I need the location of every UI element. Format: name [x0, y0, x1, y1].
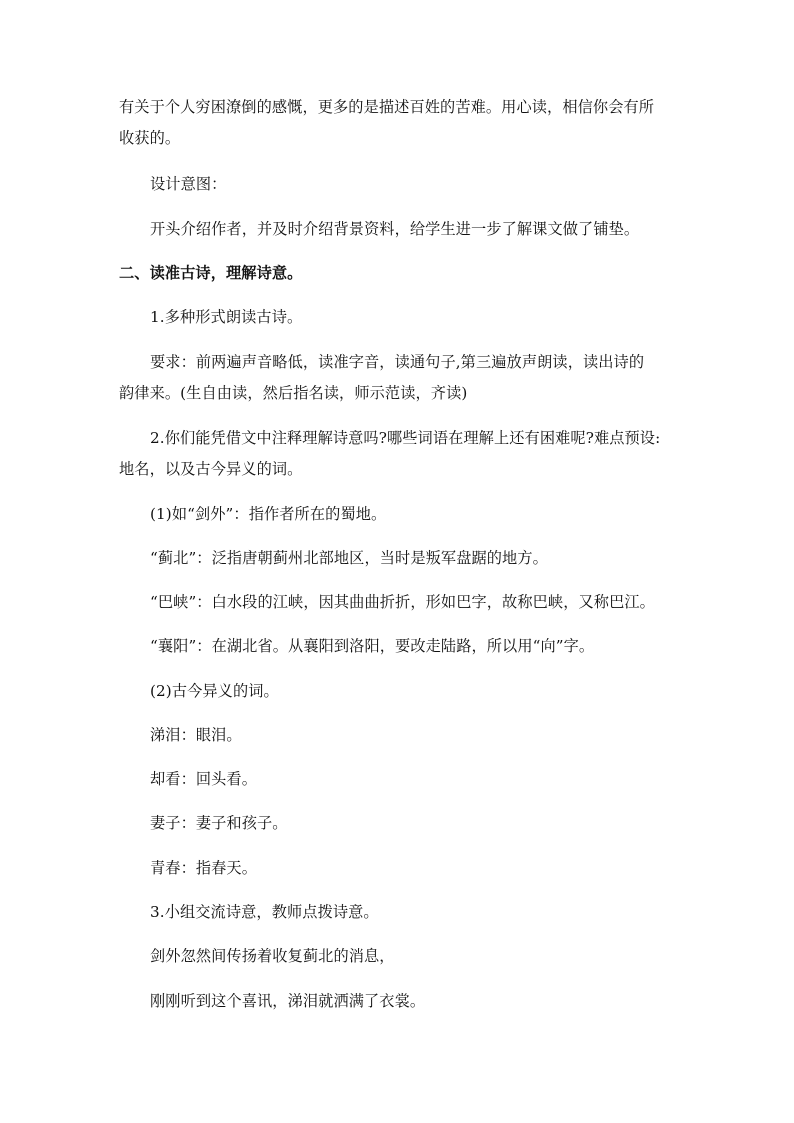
step-2-line-2: 地名，以及古今异义的词。 [119, 460, 303, 478]
paragraph-intro-line-1: 有关于个人穷困潦倒的感慨，更多的是描述百姓的苦难。用心读，相信你会有所 [119, 98, 655, 116]
poem-meaning-line-2: 刚刚听到这个喜讯，涕泪就洒满了衣裳。 [150, 992, 426, 1010]
word-qizi: 妻子：妻子和孩子。 [150, 814, 288, 832]
word-qingchun: 青春：指春天。 [150, 859, 258, 877]
design-intent-heading: 设计意图： [150, 175, 227, 193]
note-baxia: “巴峡”：白水段的江峡，因其曲曲折折，形如巴字，故称巴峡，又称巴江。 [150, 593, 655, 611]
note-xiangyang: “襄阳”：在湖北省。从襄阳到洛阳，要改走陆路，所以用“向”字。 [150, 637, 595, 655]
section-heading-2: 二、读准古诗，理解诗意。 [119, 264, 303, 282]
subheading-ancient-modern: (2)古今异义的词。 [150, 682, 279, 700]
paragraph-intro-line-2: 收获的。 [119, 129, 181, 147]
word-quekan: 却看：回头看。 [150, 770, 258, 788]
requirement-line-1: 要求：前两遍声音略低，读准字音，读通句子,第三遍放声朗读，读出诗的 [150, 353, 645, 371]
step-2-line-1: 2.你们能凭借文中注释理解诗意吗?哪些词语在理解上还有困难呢?难点预设: [150, 429, 661, 447]
poem-meaning-line-1: 剑外忽然间传扬着收复蓟北的消息， [150, 947, 395, 965]
step-3-heading: 3.小组交流诗意，教师点拨诗意。 [150, 903, 379, 921]
step-1-heading: 1.多种形式朗读古诗。 [150, 308, 303, 326]
requirement-line-2: 韵律来。(生自由读，然后指名读，师示范读，齐读) [119, 384, 468, 402]
note-jianwai: (1)如“剑外”：指作者所在的蜀地。 [150, 505, 387, 523]
word-tilei: 涕泪：眼泪。 [150, 726, 242, 744]
note-jibei: “蓟北”：泛指唐朝蓟州北部地区，当时是叛军盘踞的地方。 [150, 549, 548, 567]
design-intent-text: 开头介绍作者，并及时介绍背景资料，给学生进一步了解课文做了铺垫。 [150, 220, 640, 238]
